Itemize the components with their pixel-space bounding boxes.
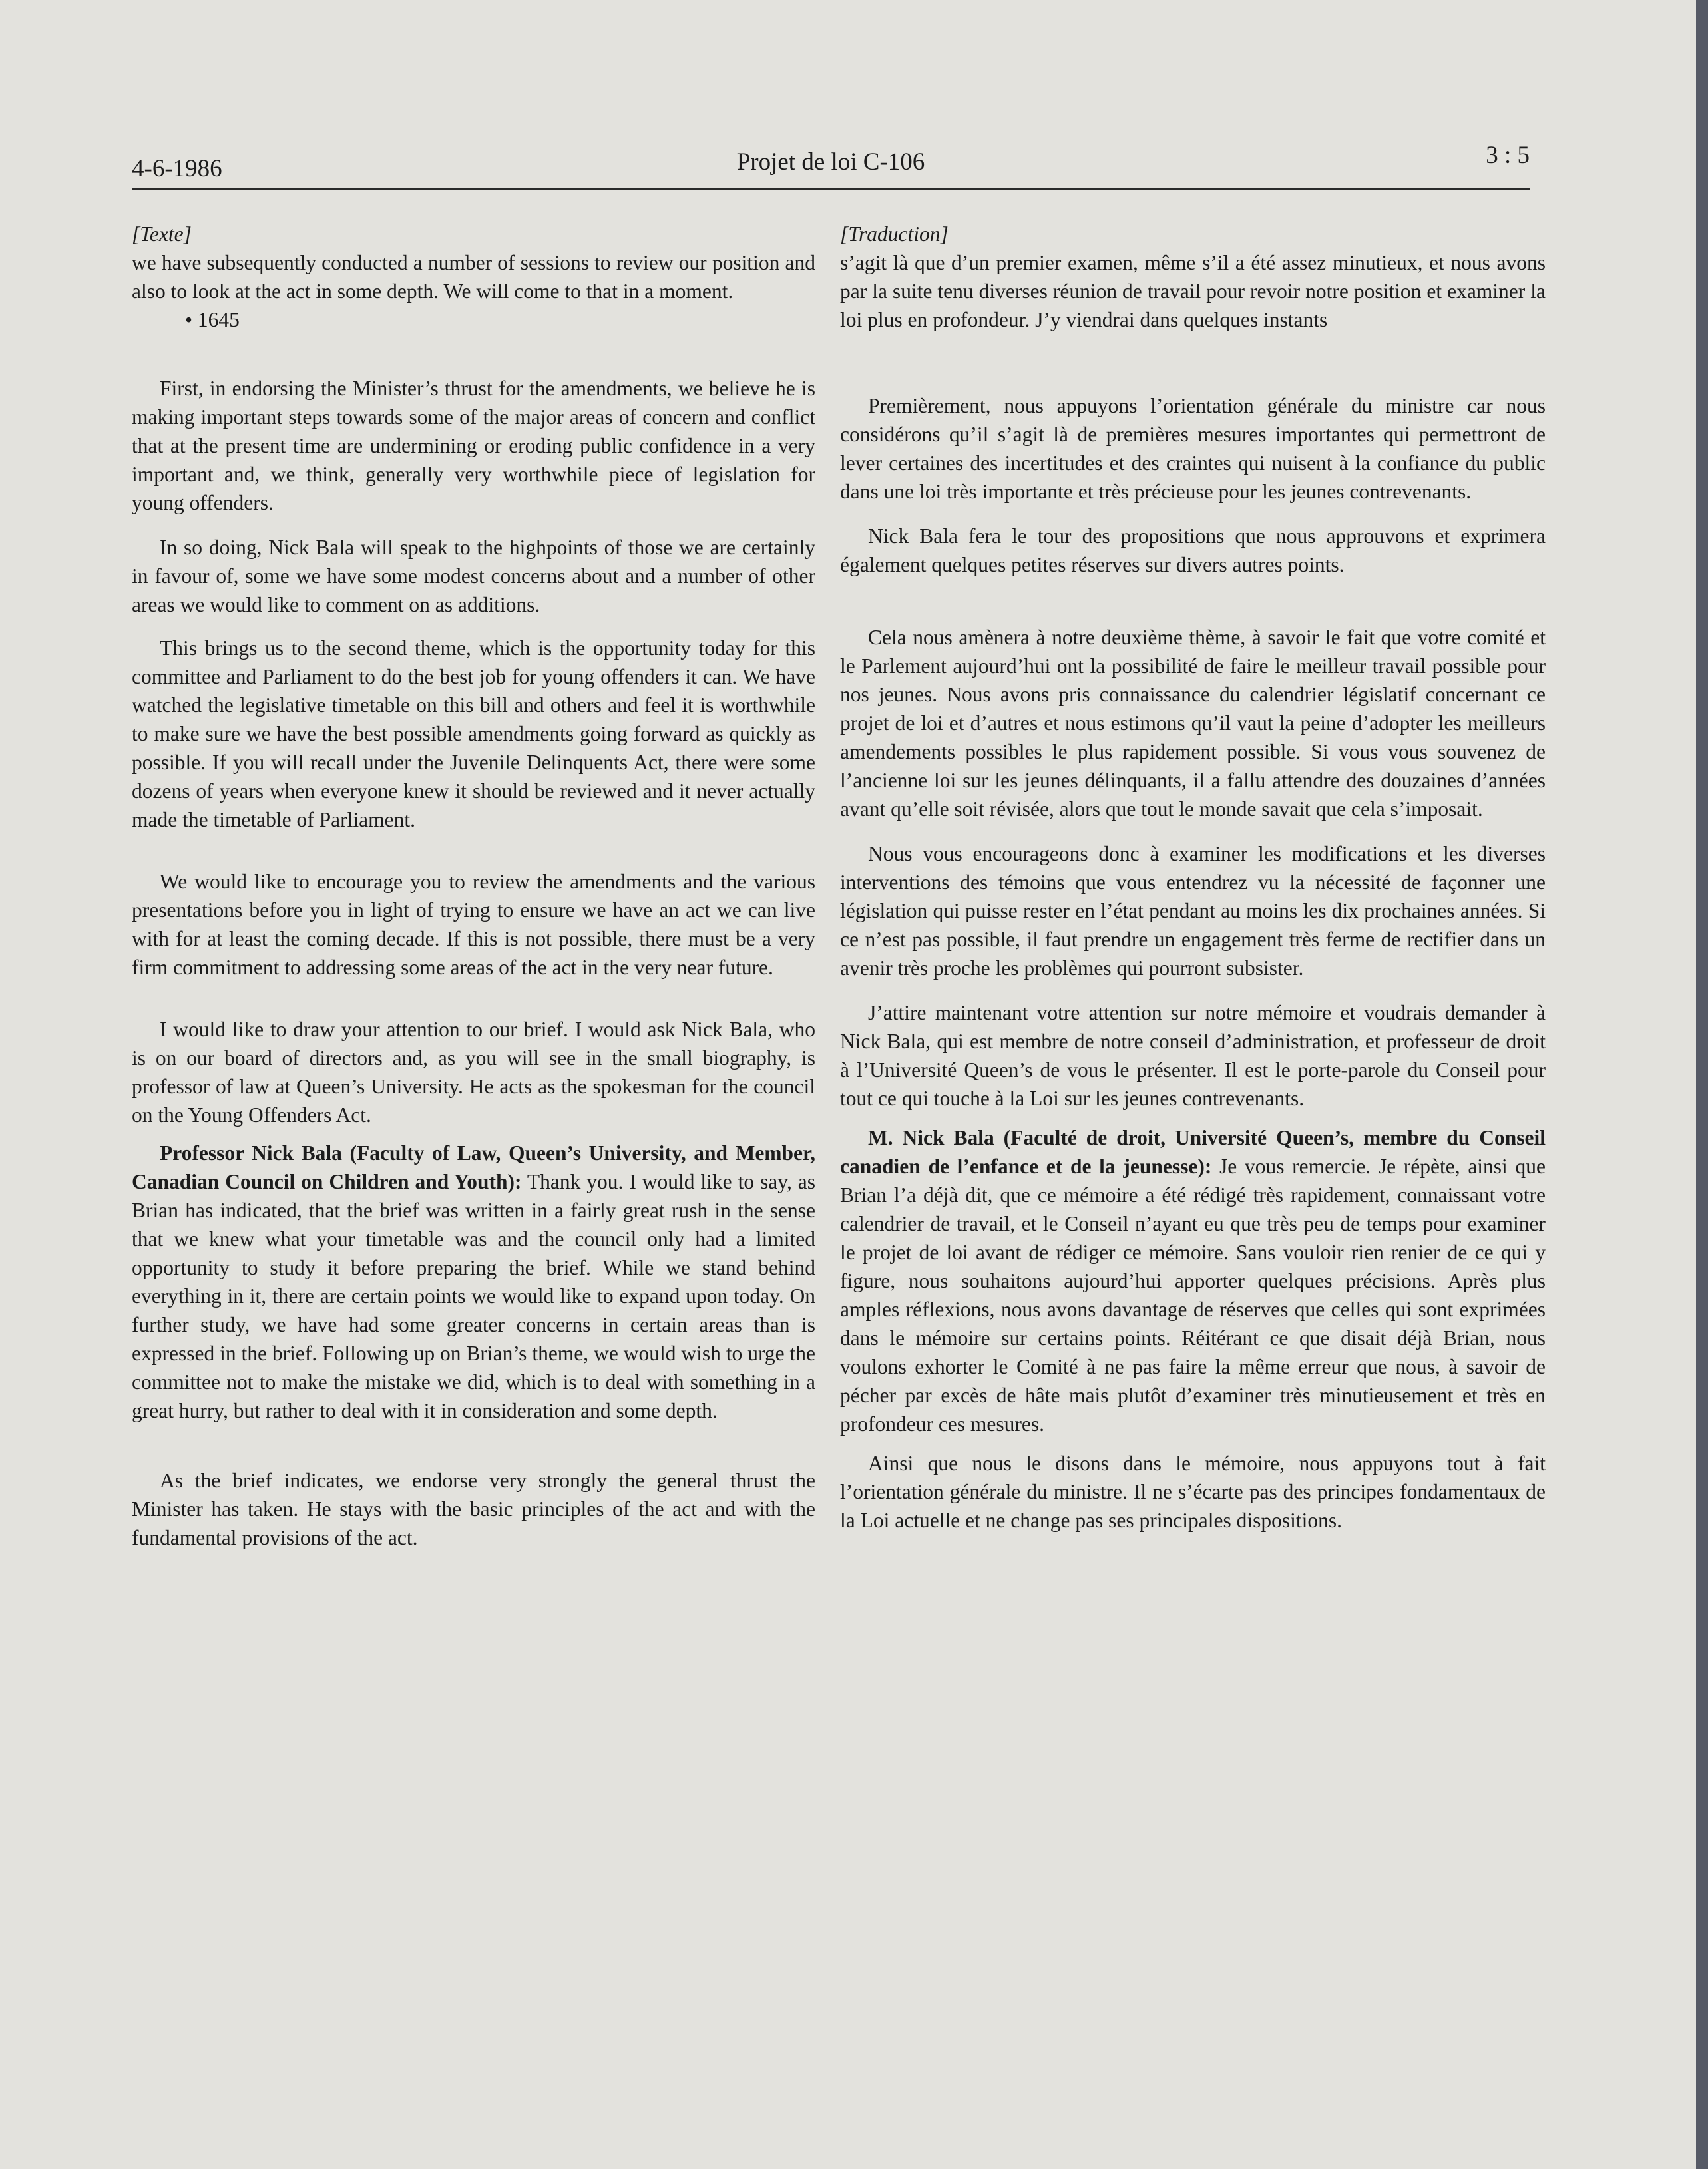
- french-column: [840, 220, 1546, 1535]
- time-marker: • 1645: [185, 308, 240, 331]
- page-header: [132, 141, 1530, 190]
- french-paragraph-4: Cela nous amènera à notre deuxième thème, à savoir le fait que votre comité et le Parlement aujourd’hui ont la possibilité de faire le meilleur travail possible pour nos jeunes. Nous avons pris connaissance du calendrier législatif concernant ce projet de loi et d’autres et nous estimons qu’il vaut la peine d’adopter les meilleurs amendements possibles le plus rapidement possible. Si vous vous souvenez de l’ancienne loi sur les jeunes délinquants, il a fallu attendre des douzaines d’années avant qu’elle soit révisée, alors que tout le monde savait que cela s’imposait.: [840, 626, 1546, 821]
- speaker-name: M. Nick Bala (Faculté de droit, Université Queen’s, membre du Conseil canadien de l’enfance et de la jeunesse):: [840, 1126, 1546, 1178]
- english-paragraph-3: In so doing, Nick Bala will speak to the highpoints of those we are certainly in favour of, some we have some modest concerns about and a number of other areas we would like to comment on as additions.: [132, 536, 815, 616]
- french-paragraph-5: Nous vous encourageons donc à examiner les modifications et les diverses interventions des témoins que vous entendrez vu la nécessité de façonner une législation qui puisse rester en l’état pendant au moins les dix prochaines années. Si ce n’est pas possible, il faut prendre un engagement très ferme de rectifier dans un avenir très proche les problèmes qui pourront subsister.: [840, 842, 1546, 980]
- french-paragraph-7: [840, 1123, 1546, 1438]
- header-title: Projet de loi C-106: [736, 148, 925, 176]
- english-paragraph-2: First, in endorsing the Minister’s thrust for the amendments, we believe he is making important steps towards some of the major areas of concern and conflict that at the present time are undermining or eroding public confidence in a very important and, we think, generally very worthwhile piece of legislation for young offenders.: [132, 377, 815, 514]
- binding-edge: [1696, 0, 1708, 2169]
- speech-text: Je vous remercie. Je répète, ainsi que Brian l’a déjà dit, que ce mémoire a été rédigé très rapidement, connaissant votre calendrier de travail, et le Conseil n’ayant eu que très peu de temps pour examiner le projet de loi avant de rédiger ce mémoire. Sans vouloir rien renier de ce qui y figure, nous souhaitons aujourd’hui apporter quelques précisions. Après plus amples réflexions, nous avons davantage de réserves que celles qui sont exprimées dans le mémoire sur certains points. Réitérant ce que disait déjà Brian, nous voulons exhorter le Comité à ne pas faire la même erreur que nous, à savoir de pécher par excès de hâte mais plutôt d’examiner très minutieusement et très en profondeur ces mesures.: [840, 1155, 1546, 1436]
- header-page-number: 3 : 5: [1486, 142, 1530, 169]
- english-paragraph-1: we have subsequently conducted a number of sessions to review our position and also to look at the act in some depth. We will come to that in a moment.: [132, 251, 815, 303]
- french-paragraph-1: s’agit là que d’un premier examen, même s’il a été assez minutieux, et nous avons par la suite tenu diverses réunion de travail pour revoir notre position et examiner la loi plus en profondeur. J’y viendrai dans quelques instants: [840, 251, 1546, 331]
- speaker-name: Professor Nick Bala (Faculty of Law, Queen’s University, and Member, Canadian Council on Children and Youth):: [132, 1141, 815, 1193]
- english-column-tag: [Texte]: [132, 222, 192, 246]
- french-paragraph-6: J’attire maintenant votre attention sur notre mémoire et voudrais demander à Nick Bala, qui est membre de notre conseil d’administration, et professeur de droit à l’Université Queen’s de vous le présenter. Il est le porte-parole du Conseil pour tout ce qui touche à la Loi sur les jeunes contrevenants.: [840, 1001, 1546, 1110]
- english-paragraph-6: I would like to draw your attention to our brief. I would ask Nick Bala, who is on our board of directors and, as you will see in the small biography, is professor of law at Queen’s University. He acts as the spokesman for the council on the Young Offenders Act.: [132, 1018, 815, 1127]
- french-paragraph-2: Premièrement, nous appuyons l’orientation générale du ministre car nous considérons qu’il s’agit là de premières mesures importantes qui permettront de lever certaines des incertitudes et des craintes qui nuisent à la confiance du public dans une loi très importante et très précieuse pour les jeunes contrevenants.: [840, 394, 1546, 503]
- english-paragraph-7: [132, 1139, 815, 1425]
- speech-text: Thank you. I would like to say, as Brian has indicated, that the brief was written in a fairly great rush in the sense that we knew what your timetable was and the council only had a limited opportunity to study it before preparing the brief. While we stand behind everything in it, there are certain points we would like to expand upon today. On further study, we have had some greater concerns in certain areas than is expressed in the brief. Following up on Brian’s theme, we would wish to urge the committee not to make the mistake we did, which is to deal with something in a great hurry, but rather to deal with it in consideration and some depth.: [132, 1170, 815, 1422]
- english-paragraph-4: This brings us to the second theme, which is the opportunity today for this committee and Parliament to do the best job for young offenders it can. We have watched the legislative timetable on this bill and others and feel it is worthwhile to make sure we have the best possible amendments going forward as quickly as possible. If you will recall under the Juvenile Delinquents Act, there were some dozens of years when everyone knew it should be reviewed and it never actually made the timetable of Parliament.: [132, 636, 815, 831]
- french-paragraph-3: Nick Bala fera le tour des propositions que nous approuvons et exprimera également quelques petites réserves sur divers autres points.: [840, 524, 1546, 576]
- french-paragraph-8: Ainsi que nous le disons dans le mémoire, nous appuyons tout à fait l’orientation générale du ministre. Il ne s’écarte pas des principes fondamentaux de la Loi actuelle et ne change pas ses principales dispositions.: [840, 1452, 1546, 1532]
- english-paragraph-8: As the brief indicates, we endorse very strongly the general thrust the Minister has taken. He stays with the basic principles of the act and with the fundamental provisions of the act.: [132, 1469, 815, 1549]
- english-column: [132, 220, 815, 1552]
- french-column-tag: [Traduction]: [840, 222, 949, 246]
- header-date: 4-6-1986: [132, 155, 222, 182]
- english-paragraph-5: We would like to encourage you to review the amendments and the various presentations before you in light of trying to ensure we have an act we can live with for at least the coming decade. If this is not possible, there must be a very firm commitment to addressing some areas of the act in the very near future.: [132, 870, 815, 979]
